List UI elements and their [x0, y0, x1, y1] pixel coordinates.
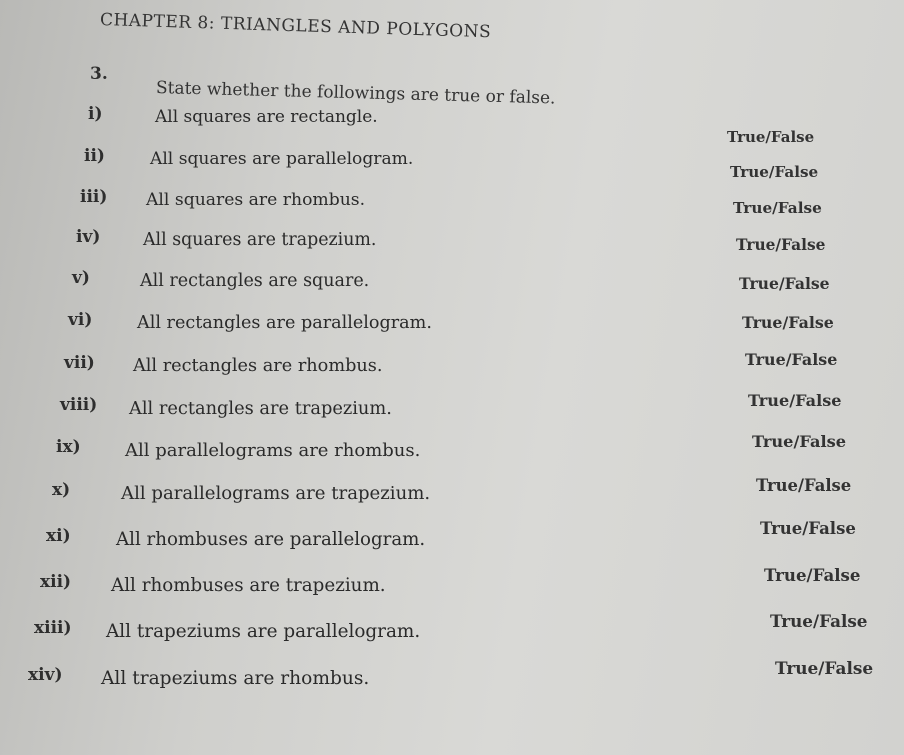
statement-text: All squares are trapezium.	[143, 230, 377, 250]
statement-text: All rhombuses are trapezium.	[111, 575, 386, 596]
statement-text: All squares are parallelogram.	[150, 149, 414, 169]
statement-text: All rectangles are parallelogram.	[137, 313, 432, 333]
statement-text: All rectangles are square.	[140, 271, 370, 291]
true-false-option: True/False	[760, 519, 856, 538]
true-false-option: True/False	[742, 313, 834, 332]
statement-text: All parallelograms are trapezium.	[121, 483, 431, 504]
statement-text: All trapeziums are parallelogram.	[106, 621, 421, 642]
statement-number: xiii)	[34, 618, 72, 638]
true-false-option: True/False	[736, 236, 826, 254]
statement-number: ix)	[56, 437, 81, 457]
statement-text: All rectangles are trapezium.	[129, 398, 392, 419]
statement-text: All squares are rhombus.	[146, 190, 366, 210]
statement-number: iv)	[76, 227, 101, 247]
statement-number: x)	[52, 480, 71, 500]
chapter-title: CHAPTER 8: TRIANGLES AND POLYGONS	[99, 10, 492, 43]
statement-number: viii)	[60, 395, 98, 415]
true-false-option: True/False	[730, 163, 819, 181]
statement-number: xii)	[40, 572, 72, 592]
true-false-option: True/False	[733, 199, 822, 217]
true-false-option: True/False	[727, 128, 815, 146]
true-false-option: True/False	[745, 350, 838, 369]
statement-text: All squares are rectangle.	[155, 107, 378, 127]
statement-number: iii)	[80, 187, 108, 207]
statement-number: ii)	[84, 146, 105, 166]
statement-number: vii)	[64, 353, 95, 373]
true-false-option: True/False	[739, 274, 830, 293]
true-false-option: True/False	[764, 565, 861, 585]
true-false-option: True/False	[775, 658, 874, 678]
statement-text: All rectangles are rhombus.	[133, 356, 383, 376]
statement-number: xiv)	[28, 665, 63, 685]
question-number: 3.	[90, 64, 108, 84]
statement-text: All rhombuses are parallelogram.	[116, 529, 426, 550]
true-false-option: True/False	[752, 432, 847, 451]
statement-number: i)	[88, 104, 103, 124]
statement-text: All trapeziums are rhombus.	[101, 668, 370, 689]
true-false-option: True/False	[756, 476, 852, 495]
statement-number: vi)	[68, 310, 93, 330]
statement-text: All parallelograms are rhombus.	[125, 440, 421, 461]
true-false-option: True/False	[770, 611, 868, 631]
statement-number: xi)	[46, 526, 71, 546]
statement-number: v)	[72, 268, 90, 288]
true-false-option: True/False	[748, 391, 842, 410]
question-instruction: State whether the followings are true or false.	[155, 78, 556, 109]
